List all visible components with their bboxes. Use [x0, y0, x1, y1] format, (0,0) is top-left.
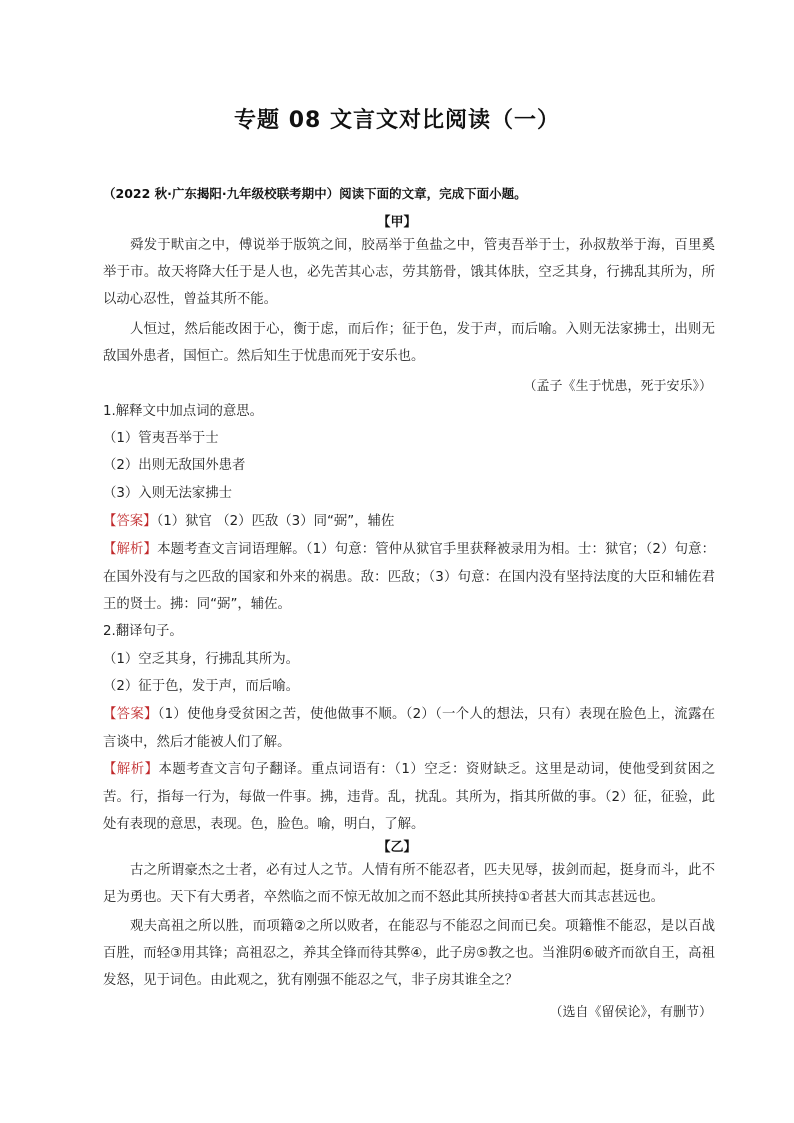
q1-analysis-text: 本题考查文言词语理解。（1）句意：管仲从狱官手里获释被录用为相。士：狱官；（2）句意：在国外没有与之匹敌的国家和外来的祸患。敌：匹敌；（3）句意：在国内没有坚持法度的大臣和辅佐君王的贤士。拂：同“弼”，辅佐。: [103, 542, 716, 612]
q1-item-2: （2）出则无敌国外患者: [103, 458, 246, 473]
q1-item-1: （1）管夷吾举于士: [103, 431, 219, 446]
q2-analysis-text: 本题考查文言句子翻译。重点词语有：（1）空乏：资财缺乏。这里是动词，使他受到贫困之苦。行，指每一行为，每做一件事。拂，违背。乱，扰乱。其所为，指其所做的事。（2）征，征验，此处有表现的意思，表现。色，脸色。喻，明白，了解。: [103, 762, 716, 832]
passage-b-paragraph-1: 古之所谓豪杰之士者，必有过人之节。人情有所不能忍者，匹夫见辱，拔剑而起，挺身而斗，此不足为勇也。天下有大勇者，卒然临之而不惊无故加之而不怒此其所挟持①者甚大而其志甚远也。: [103, 863, 715, 905]
q2-prompt: 2.翻译句子。: [103, 624, 183, 639]
passage-b-heading: 【乙】: [377, 840, 417, 855]
q2-item-2: （2）征于色，发于声，而后喻。: [103, 679, 299, 694]
q2-item-1: （1）空乏其身，行拂乱其所为。: [103, 652, 299, 667]
q1-item-3: （3）入则无法家拂士: [103, 486, 233, 501]
q2-analysis-tag: 【解析】: [103, 762, 159, 777]
q2-answer-tag: 【答案】: [103, 707, 158, 722]
q1-analysis-tag: 【解析】: [103, 542, 158, 557]
q1-analysis: [103, 536, 715, 619]
passage-a-citation: （孟子《生于忧患，死于安乐》）: [523, 379, 712, 394]
q1-answer-tag: 【答案】: [103, 514, 157, 529]
q1-prompt: 1.解释文中加点词的意思。: [103, 404, 264, 419]
q2-answer-text: （1）使他身受贫困之苦，使他做事不顺。（2）（一个人的想法，只有）表现在脸色上，流露在言谈中，然后才能被人们了解。: [103, 707, 716, 750]
page-title: 专题 08 文言文对比阅读（一）: [234, 108, 560, 133]
passage-a-paragraph-1: 舜发于畎亩之中，傅说举于版筑之间，胶鬲举于鱼盐之中，管夷吾举于士，孙叔敖举于海，百里奚举于市。故天将降大任于是人也，必先苦其心志，劳其筋骨，饿其体肤，空乏其身，行拂乱其所为，所以动心忍性，曾益其所不能。: [103, 238, 715, 307]
q2-answer: [103, 701, 715, 756]
q1-answer: [103, 508, 715, 536]
passage-b-citation: （选自《留侯论》，有删节）: [549, 1005, 712, 1020]
passage-a-paragraph-2: 人恒过，然后能改困于心，衡于虑，而后作；征于色，发于声，而后喻。入则无法家拂士，出则无敌国外患者，国恒亡。然后知生于忧患而死于安乐也。: [103, 322, 715, 364]
question-source: （2022 秋·广东揭阳·九年级校联考期中）阅读下面的文章，完成下面小题。: [103, 186, 527, 201]
passage-a-heading: 【甲】: [377, 215, 417, 230]
q2-analysis: [103, 756, 715, 839]
passage-b-paragraph-2: 观夫高祖之所以胜，而项籍②之所以败者，在能忍与不能忍之间而已矣。项籍惟不能忍，是以百战百胜，而轻③用其锋；高祖忍之，养其全锋而待其弊④，此子房⑤教之也。当淮阴⑥破齐而欲自王，高祖发怒，见于词色。由此观之，犹有刚强不能忍之气，非子房其谁全之？: [103, 919, 715, 988]
q1-answer-text: （1）狱官 （2）匹敌（3）同“弼”，辅佐: [156, 514, 395, 529]
